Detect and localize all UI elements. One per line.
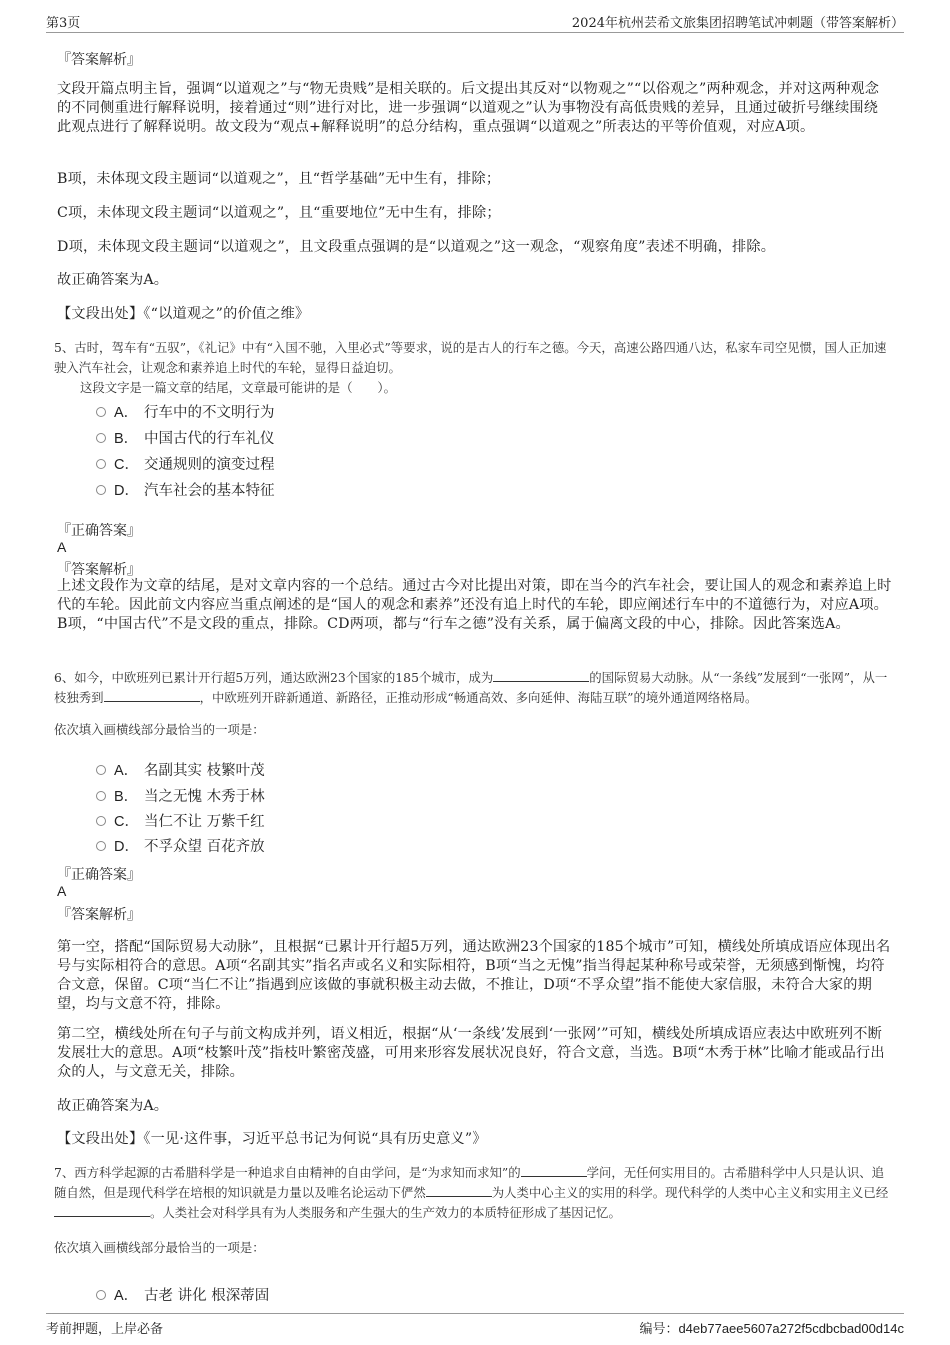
radio-icon[interactable] — [96, 816, 106, 826]
q7-stem: 7、西方科学起源的古希腊科学是一种追求自由精神的自由学问，是“为求知而求知”的 学问，无任何实用目的。古希腊科学中人只是认识、追随自然，但是现代科学在培根的知识就是力量以及唯名论运动下俨然 为人类中心主义的实用的科学。现代科学的人类中心主义和实用主义已经。人类社会对科学具有为人类服务和产生强大的生产效力的本质特征形成了基因记忆。 — [54, 1165, 889, 1220]
answer-blank — [493, 669, 589, 682]
document-code: 编号：d4eb77aee5607a272f5cdbcbad00d14c — [639, 1321, 904, 1336]
radio-icon[interactable] — [96, 791, 106, 801]
page-number: 第3页 — [46, 16, 81, 31]
q5-analysis: 上述文段作为文章的结尾，是对文章内容的一个总结。通过古今对比提出对策，即在当今的汽车社会，要让国人的观念和素养追上时代的车轮。因此前文内容应当重点阐述的是“国人的观念和素养”还没有追上时代的车轮，即应阐述行车中的不道德行为，对应A项。B项，“中国古代”不是文段的重点，排除。CD两项，都与“行车之德”没有关系，属于偏离文段的中心，排除。因此答案选A。 — [57, 578, 892, 632]
answer-blank — [426, 1184, 492, 1197]
radio-icon[interactable] — [96, 407, 106, 417]
q5-question: 这段文字是一篇文章的结尾，文章最可能讲的是（ ）。 — [80, 380, 396, 395]
q6-conclusion: 故正确答案为A。 — [57, 1098, 169, 1114]
radio-icon[interactable] — [96, 841, 106, 851]
q4-source: 【文段出处】《“以道观之”的价值之维》 — [57, 306, 310, 322]
q7-option-a[interactable]: A． 古老 讲化 根深蒂固 — [96, 1284, 269, 1305]
q4-analysis-p3: C项，未体现文段主题词“以道观之”，且“重要地位”无中生有，排除； — [57, 205, 501, 221]
q6-correct-label: 『正确答案』 — [57, 867, 141, 883]
page-footer — [46, 1313, 904, 1340]
q5-correct-label: 『正确答案』 — [57, 523, 141, 539]
q5-option-a[interactable]: A． 行车中的不文明行为 — [96, 401, 275, 422]
q5-analysis-label: 『答案解析』 — [57, 562, 141, 578]
q4-analysis-p1: 文段开篇点明主旨，强调“以道观之”与“物无贵贱”是相关联的。后文提出其反对“以物观之”“以俗观之”两种观念，并对这两种观念的不同侧重进行解释说明，接着通过“则”进行对比，进一步强调“以道观之”认为事物没有高低贵贱的差异，且通过破折号继续围绕此观点进行了解释说明。故文段为“观点+解释说明”的总分结构，重点强调“以道观之”所表达的平等价值观，对应A项。 — [57, 81, 880, 135]
q6-option-b[interactable]: B． 当之无愧 木秀于林 — [96, 785, 265, 806]
q6-option-c[interactable]: C． 当仁不让 万紫千红 — [96, 810, 265, 831]
q7-question: 依次填入画横线部分最恰当的一项是： — [54, 1240, 265, 1255]
radio-icon[interactable] — [96, 433, 106, 443]
answer-blank — [521, 1164, 587, 1177]
radio-icon[interactable] — [96, 459, 106, 469]
answer-blank — [104, 689, 200, 702]
q6-correct-answer: A — [57, 883, 67, 899]
q4-analysis-label: 『答案解析』 — [57, 52, 141, 68]
q4-analysis-p2: B项，未体现文段主题词“以道观之”，且“哲学基础”无中生有，排除； — [57, 171, 501, 187]
q6-stem: 6、如今，中欧班列已累计开行超5万列，通达欧洲23个国家的185个城市，成为 的国际贸易大动脉。从“一条线”发展到“一张网”，从一枝独秀到 ，中欧班列开辟新通道、新路径，正推动形成“畅通高效、多向延伸、海陆互联”的境外通道网络格局。 — [54, 670, 888, 705]
q5-correct-answer: A — [57, 539, 67, 555]
q5-stem: 5、古时，驾车有“五驭”，《礼记》中有“入国不驰，入里必式”等要求，说的是古人的行车之德。今天，高速公路四通八达，私家车司空见惯，国人正加速驶入汽车社会，让观念和素养追上时代的车轮，显得日益迫切。 — [54, 340, 887, 375]
q6-analysis-p2: 第二空，横线处所在句子与前文构成并列，语义相近，根据“从‘一条线’发展到‘一张网’”可知，横线处所填成语应表达中欧班列不断发展壮大的意思。A项“枝繁叶茂”指枝叶繁密茂盛，可用来形容发展状况良好，符合文意，当选。B项“木秀于林”比喻才能或品行出众的人，与文意无关，排除。 — [57, 1026, 885, 1080]
q5-option-d[interactable]: D． 汽车社会的基本特征 — [96, 479, 275, 500]
q6-question: 依次填入画横线部分最恰当的一项是： — [54, 722, 265, 737]
answer-blank — [54, 1204, 150, 1217]
q6-analysis-p1: 第一空，搭配“国际贸易大动脉”，且根据“已累计开行超5万列，通达欧洲23个国家的185个城市”可知，横线处所填成语应体现出名号与实际相符合的意思。A项“名副其实”指名声或名义和实际相符，B项“当之无愧”指当得起某种称号或荣誉，无须感到惭愧，均符合文意，保留。C项“当仁不让”指遇到应该做的事就积极主动去做，不推让，D项“不孚众望”指不能使大家信服，未符合大家的期望，均与文意不符，排除。 — [57, 939, 891, 1012]
radio-icon[interactable] — [96, 485, 106, 495]
q5-option-b[interactable]: B． 中国古代的行车礼仪 — [96, 427, 275, 448]
q6-option-d[interactable]: D． 不孚众望 百花齐放 — [96, 835, 265, 856]
q6-analysis-label: 『答案解析』 — [57, 907, 141, 923]
q4-analysis-p4: D项，未体现文段主题词“以道观之”，且文段重点强调的是“以道观之”这一观念，“观察角度”表述不明确，排除。 — [57, 239, 776, 255]
q6-source: 【文段出处】《一见·这件事，习近平总书记为何说“具有历史意义”》 — [57, 1131, 487, 1147]
q4-conclusion: 故正确答案为A。 — [57, 272, 169, 288]
document-title: 2024年杭州芸希文旅集团招聘笔试冲刺题（带答案解析） — [571, 16, 904, 31]
radio-icon[interactable] — [96, 1290, 106, 1300]
page-header — [46, 8, 904, 33]
q5-option-c[interactable]: C． 交通规则的演变过程 — [96, 453, 275, 474]
radio-icon[interactable] — [96, 765, 106, 775]
q6-option-a[interactable]: A． 名副其实 枝繁叶茂 — [96, 759, 265, 780]
footer-slogan: 考前押题，上岸必备 — [46, 1322, 164, 1337]
